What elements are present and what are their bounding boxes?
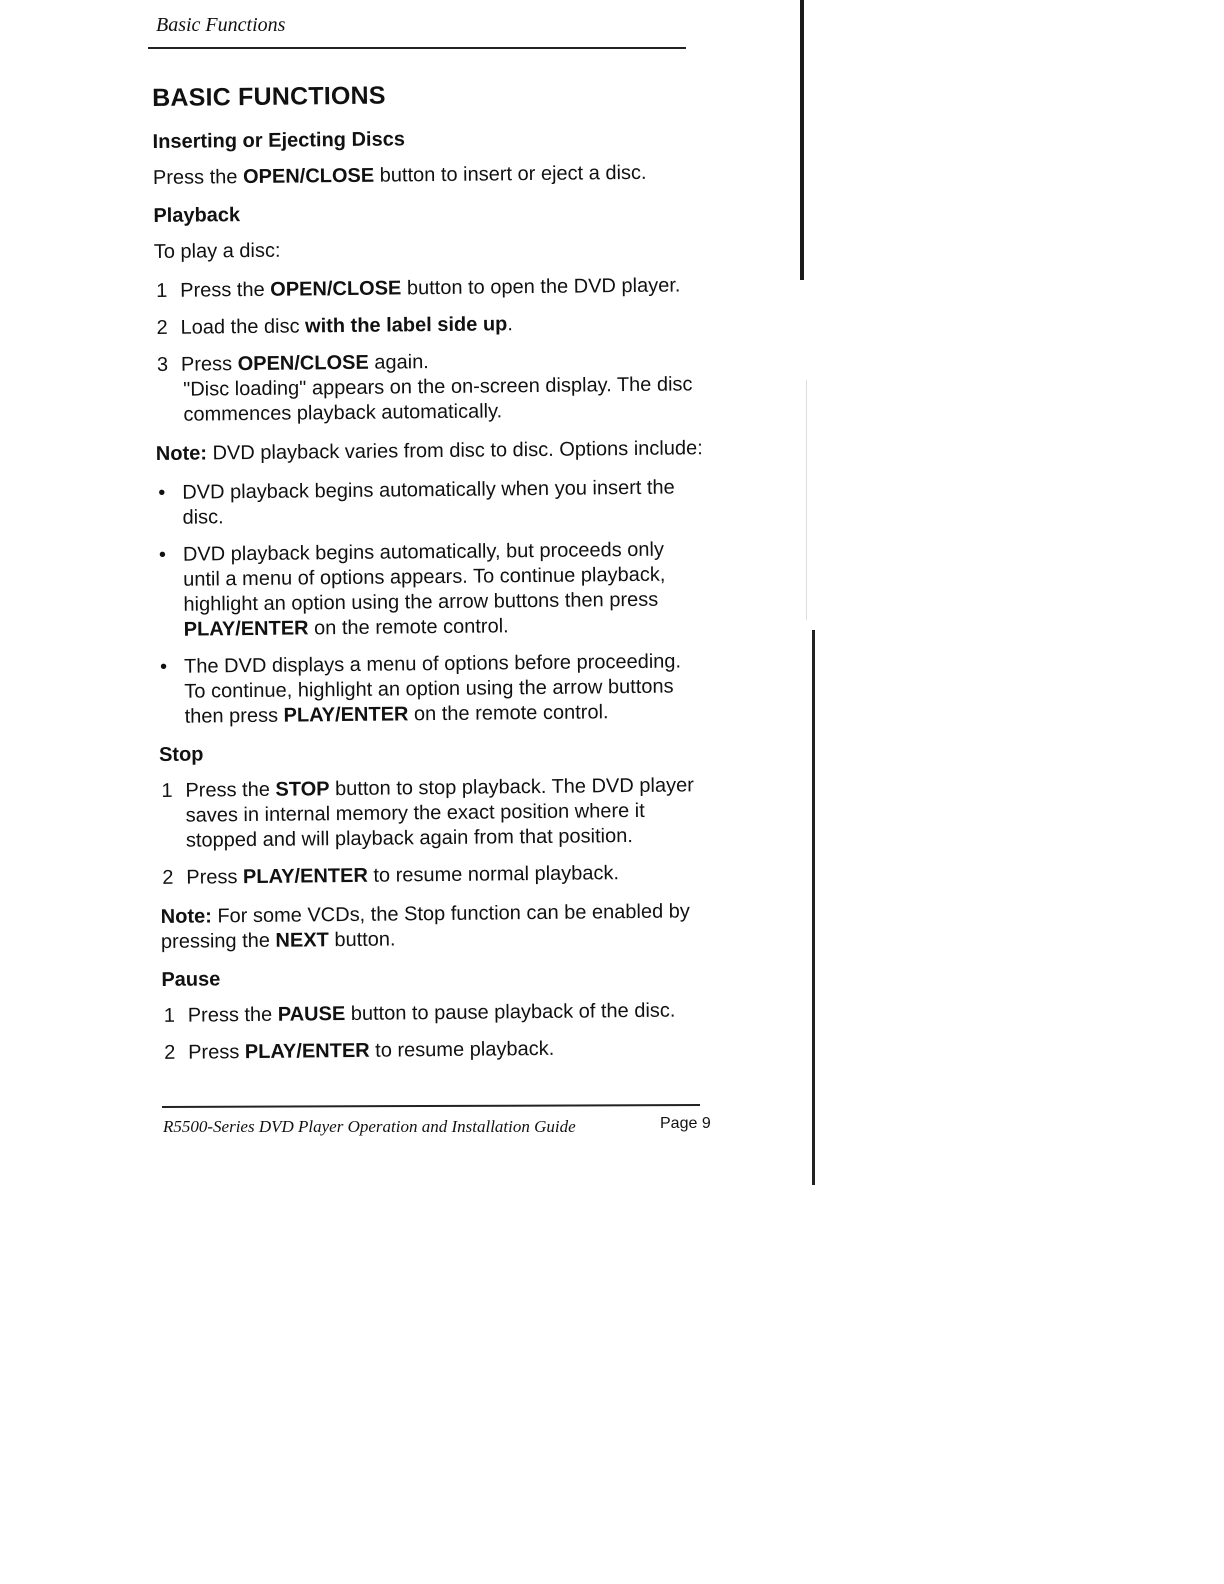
page-number: Page 9 bbox=[660, 1115, 711, 1132]
page-title: BASIC FUNCTIONS bbox=[152, 81, 386, 112]
list-item: 2 Press PLAY/ENTER to resume playback. bbox=[164, 1037, 555, 1064]
list-item: 3 Press OPEN/CLOSE again. "Disc loading" appears on the on-screen display. The disc commences playback automatically. bbox=[155, 347, 704, 428]
stop-note: Note: For some VCDs, the Stop function can be enabled by pressing the NEXT button. bbox=[160, 900, 690, 953]
heading-playback: Playback bbox=[153, 204, 241, 227]
header-rule bbox=[148, 47, 686, 49]
list-item: 1 Press the PAUSE button to pause playback of the disc. bbox=[163, 999, 676, 1027]
playback-steps bbox=[154, 273, 704, 428]
step-note: "Disc loading" appears on the on-screen display. The disc commences playback automatically. bbox=[183, 373, 693, 426]
scan-edge-mark bbox=[812, 630, 815, 1185]
heading-stop: Stop bbox=[158, 743, 204, 766]
inserting-text: Press the OPEN/CLOSE button to insert or eject a disc. bbox=[152, 161, 647, 189]
running-header: Basic Functions bbox=[156, 14, 286, 36]
list-item: 2 Press PLAY/ENTER to resume normal playback. bbox=[162, 862, 620, 889]
playback-intro: To play a disc: bbox=[153, 239, 281, 263]
heading-inserting: Inserting or Ejecting Discs bbox=[152, 128, 406, 153]
stop-steps bbox=[159, 773, 708, 891]
page-content bbox=[152, 78, 710, 1080]
footer-guide-title: R5500-Series DVD Player Operation and Installation Guide bbox=[163, 1117, 576, 1136]
list-item: 1 Press the STOP button to stop playback. The DVD player saves in internal memory the exact position where it stopped and will playback again from that position. bbox=[161, 774, 694, 852]
scan-edge-mark bbox=[806, 380, 807, 620]
list-item: 2 Load the disc with the label side up. bbox=[156, 313, 513, 339]
playback-options bbox=[156, 475, 707, 730]
heading-pause: Pause bbox=[161, 968, 221, 991]
playback-note: Note: DVD playback varies from disc to disc. Options include: bbox=[155, 437, 703, 465]
footer-rule bbox=[162, 1104, 700, 1108]
pause-steps bbox=[162, 998, 711, 1066]
list-item: • The DVD displays a menu of options before proceeding. To continue, highlight an option using the arrow buttons then press PLAY/ENTER on the remote control. bbox=[159, 650, 682, 728]
list-item: 1 Press the OPEN/CLOSE button to open the DVD player. bbox=[156, 274, 681, 302]
list-item: • DVD playback begins automatically, but proceeds only until a menu of options appears. To continue playback, highlight an option using the arrow buttons then press PLAY/ENTER on the remote control. bbox=[158, 538, 666, 641]
scan-edge-mark bbox=[800, 0, 804, 280]
list-item: • DVD playback begins automatically when you insert the disc. bbox=[158, 476, 675, 529]
